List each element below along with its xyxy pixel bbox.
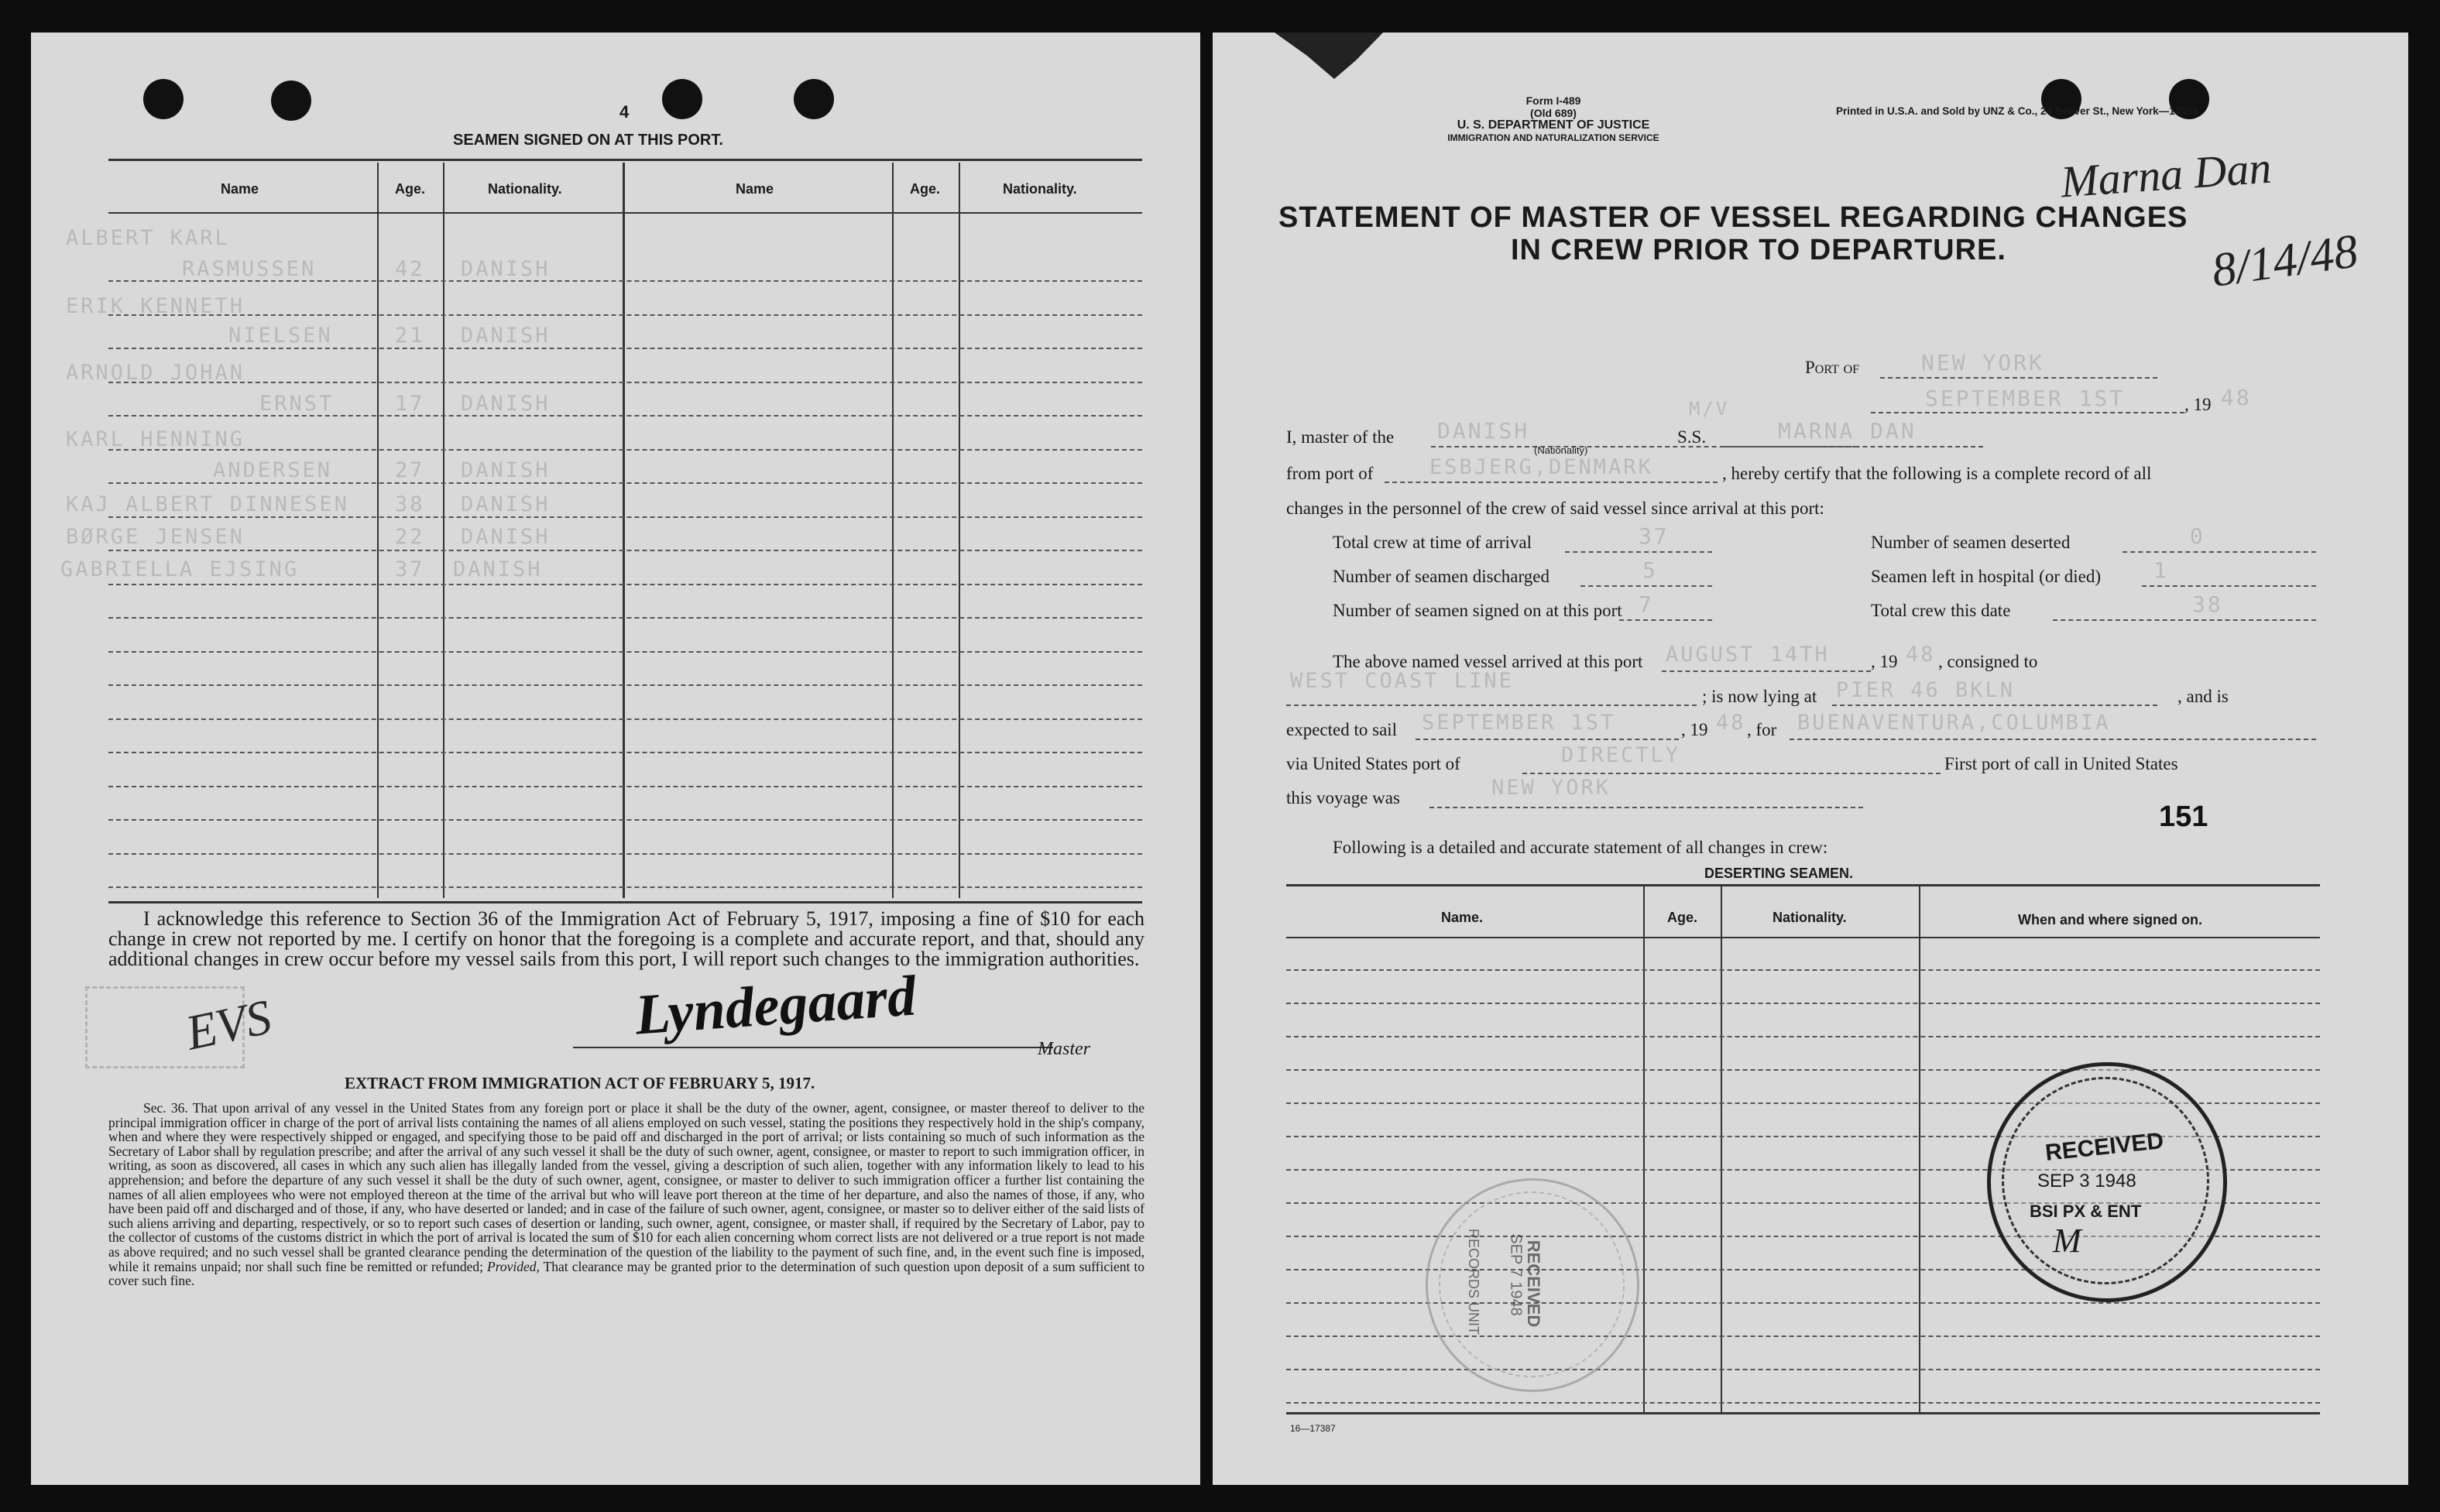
entry-name: RASMUSSEN xyxy=(182,257,317,281)
port-label: Port of xyxy=(1805,358,1860,377)
table-top-rule xyxy=(108,159,1142,161)
entry-name: KAJ ALBERT DINNESEN xyxy=(66,492,349,516)
punch-hole xyxy=(143,79,184,119)
entry-name: KARL HENNING xyxy=(66,427,245,451)
stat-label: Total crew at time of arrival xyxy=(1333,533,1532,552)
row-rule xyxy=(1286,1036,2320,1037)
year-19: , 19 xyxy=(1681,720,1708,739)
stat-label: Seamen left in hospital (or died) xyxy=(1871,567,2102,586)
row-rule xyxy=(1286,1369,2320,1370)
col-name: Name xyxy=(221,181,259,197)
row-rule xyxy=(108,584,1142,585)
punch-hole xyxy=(271,81,311,121)
arrived-value: AUGUST 14TH xyxy=(1666,643,1830,667)
entry-name: ARNOLD JOHAN xyxy=(66,361,245,385)
row-rule xyxy=(108,617,1142,619)
entry-age: 17 xyxy=(395,392,425,416)
row-rule xyxy=(1286,1402,2320,1404)
via-label: via United States port of xyxy=(1286,754,1460,773)
handwritten-date: 8/14/48 xyxy=(2208,225,2362,297)
from-port-value: ESBJERG,DENMARK xyxy=(1429,455,1653,479)
consigned-label: , consigned to xyxy=(1938,652,2038,671)
entry-name: BØRGE JENSEN xyxy=(66,525,245,549)
entry-age: 27 xyxy=(395,458,425,482)
torn-corner xyxy=(1275,33,1383,79)
col-age: Age. xyxy=(910,181,941,197)
number-stamp: 151 xyxy=(2159,801,2208,833)
row-rule xyxy=(108,382,1142,383)
from-port-label: from port of xyxy=(1286,464,1374,483)
section-36-text: Sec. 36. That upon arrival of any vessel in the United States from any foreign port or place it shall be the duty of the owner, agent, consignee, or master thereof to deliver to the principal immigration officer in charge of the port of arrival lists containing the names of all aliens employed on such vessel, stating the positions they respectively hold in the ship's company, when and where they were respectively shipped or engaged, and specifying those to be paid off and discharged in the port of arrival; or lists containing so much of such information as the Secretary of Labor shall by regulation prescribe; and after the arrival of any such vessel it shall be the duty of such owner, agent, consignee, or master to report to such immigration officer, in writing, as soon as discovered, all cases in which any such alien has illegally landed from the vessel, giving a description of such alien, together with any information likely to lead to his apprehension; and before the departure of any such vessel it shall be the duty of such owner, agent, consignee, or master to deliver to such immigration officer a further list containing the names of all alien employees who were not employed thereon at the time of the arrival but who will leave port thereon at the time of her departure, and also the names of those, if any, who have been paid off and discharged and of those, if any, who have deserted or landed; and in case of the failure of such owner, agent, consignee, or master so to deliver either of the said lists of such aliens arriving and departing, respectively, or so to report such cases of desertion or landing, such owner, agent, consignee, or master shall, if required by the Secretary of Labor, pay to the collector of customs of the customs district in which the port of arrival is located the sum of $10 for each alien concerning whom correct lists are not delivered or a true report is not made as above required; and no such vessel shall be granted clearance pending the determination of the question of the liability to the payment of such fine, and, in the event such fine is imposed, while it remains unpaid; nor shall such fine be remitted or refunded; Provided, That clearance may be granted prior to the determination of such question upon deposit of a sum sufficient to cover such fine. xyxy=(108,1100,1145,1289)
col-when-where: When and where signed on. xyxy=(2018,912,2203,927)
row-rule xyxy=(108,786,1142,787)
punch-hole xyxy=(662,79,702,119)
right-page xyxy=(1213,33,2408,1485)
entry-age: 21 xyxy=(395,324,425,348)
entry-nationality: DANISH xyxy=(461,324,551,348)
entry-age: 38 xyxy=(395,492,425,516)
sail-value: SEPTEMBER 1ST xyxy=(1422,711,1616,735)
entry-name: NIELSEN xyxy=(228,324,333,348)
for-label: , for xyxy=(1747,720,1777,739)
entry-nationality: DANISH xyxy=(461,525,551,549)
stat-value: 0 xyxy=(2190,523,2205,549)
and-is: , and is xyxy=(2177,687,2229,706)
row-rule xyxy=(108,449,1142,451)
entry-nationality: DANISH xyxy=(461,458,551,482)
form-header: Form I-489 (Old 689) U. S. DEPARTMENT OF JUSTICE IMMIGRATION AND NATURALIZATION SERVICE xyxy=(1447,94,1659,143)
row-rule xyxy=(108,651,1142,653)
form-title: IN CREW PRIOR TO DEPARTURE. xyxy=(1511,234,2006,266)
destination-value: BUENAVENTURA,COLUMBIA xyxy=(1797,711,2111,735)
table-bottom-rule xyxy=(108,901,1142,903)
received-stamp: RECEIVED SEP 3 1948 BSI PX & ENT M xyxy=(1987,1062,2227,1302)
entry-age: 42 xyxy=(395,257,425,281)
col-nationality: Nationality. xyxy=(1003,181,1077,197)
stat-label: Number of seamen deserted xyxy=(1871,533,2071,552)
col-age: Age. xyxy=(1667,910,1698,925)
row-rule xyxy=(108,886,1142,888)
col-nationality: Nationality. xyxy=(1773,910,1847,925)
row-rule xyxy=(1286,1069,2320,1071)
signature-line xyxy=(573,1047,1053,1048)
certify-text: changes in the personnel of the crew of said vessel since arrival at this port: xyxy=(1286,499,1824,518)
row-rule xyxy=(108,752,1142,753)
row-rule xyxy=(108,819,1142,821)
row-rule xyxy=(108,348,1142,349)
voyage-label: this voyage was xyxy=(1286,788,1400,807)
lying-label: ; is now lying at xyxy=(1702,687,1817,706)
page-number: 4 xyxy=(619,102,630,122)
stat-label: Number of seamen signed on at this port xyxy=(1333,601,1622,620)
consignee-value: WEST COAST LINE xyxy=(1290,669,1514,693)
entry-nationality: DANISH xyxy=(453,557,543,581)
following-text: Following is a detailed and accurate statement of all changes in crew: xyxy=(1333,838,1828,857)
deserting-title: DESERTING SEAMEN. xyxy=(1704,866,1854,881)
stat-value: 7 xyxy=(1639,591,1654,617)
extract-title: EXTRACT FROM IMMIGRATION ACT OF FEBRUARY 5, 1917. xyxy=(345,1074,815,1092)
stat-label: Number of seamen discharged xyxy=(1333,567,1549,586)
stat-value: 1 xyxy=(2153,557,2169,583)
entry-name: ERIK KENNETH xyxy=(66,294,245,318)
nationality-caption: (Nationality) xyxy=(1534,444,1588,456)
year-19: , 19 xyxy=(1871,652,1898,671)
row-rule xyxy=(108,718,1142,720)
col-name: Name xyxy=(736,181,774,197)
entry-name: ANDERSEN xyxy=(213,458,333,482)
row-rule xyxy=(108,550,1142,551)
acknowledgement-text: I acknowledge this reference to Section 36 of the Immigration Act of February 5, 1917, imposing a fine of $10 for each change in crew not reported by me. I certify on honor that the foregoing is a complete and accurate report, and that, should any additional changes in crew occur before my vessel sails from this port, I will report such changes to the immigration authorities. xyxy=(108,907,1145,970)
row-rule xyxy=(108,684,1142,686)
row-rule xyxy=(108,482,1142,484)
vessel-type: M/V xyxy=(1689,398,1730,420)
master-label: Master xyxy=(1038,1039,1090,1059)
year-value: 48 xyxy=(2221,385,2252,410)
row-rule xyxy=(108,314,1142,316)
via-value: DIRECTLY xyxy=(1561,743,1681,767)
punch-hole xyxy=(794,79,834,119)
form-title: STATEMENT OF MASTER OF VESSEL REGARDING CHANGES xyxy=(1278,201,2188,234)
sail-year: 48 xyxy=(1716,711,1746,735)
ss-label: S.S. xyxy=(1677,427,1707,447)
entry-nationality: DANISH xyxy=(461,392,551,416)
sail-label: expected to sail xyxy=(1286,720,1398,739)
year-prefix: , 19 xyxy=(2184,395,2212,414)
row-rule xyxy=(1286,1003,2320,1004)
records-stamp: RECEIVED SEP 7 1948 RECORDS UNIT xyxy=(1426,1178,1639,1392)
left-page xyxy=(31,33,1200,1485)
arrived-label: The above named vessel arrived at this port xyxy=(1333,652,1643,671)
stat-label: Total crew this date xyxy=(1871,601,2011,620)
entry-name: ERNST xyxy=(259,392,335,416)
handwritten-vessel: Marna Dan xyxy=(2059,142,2274,207)
printer-line: Printed in U.S.A. and Sold by UNZ & Co., 24 Beaver St., New York—14551 xyxy=(1836,105,2198,117)
table-header-rule xyxy=(108,212,1142,214)
section-title: SEAMEN SIGNED ON AT THIS PORT. xyxy=(453,132,723,149)
col-age: Age. xyxy=(395,181,426,197)
entry-name: ALBERT KARL xyxy=(66,226,230,250)
port-value: NEW YORK xyxy=(1921,350,2044,375)
stat-value: 37 xyxy=(1639,523,1670,549)
certify-text: , hereby certify that the following is a complete record of all xyxy=(1722,464,2152,483)
master-signature: Lyndegaard xyxy=(633,964,918,1047)
col-nationality: Nationality. xyxy=(488,181,562,197)
stat-value: 5 xyxy=(1642,557,1658,583)
col-name: Name. xyxy=(1441,910,1484,925)
row-rule xyxy=(108,853,1142,855)
entry-nationality: DANISH xyxy=(461,492,551,516)
date-value: SEPTEMBER 1ST xyxy=(1925,386,2126,411)
entry-age: 37 xyxy=(395,557,425,581)
nationality-value: DANISH xyxy=(1437,418,1530,444)
voyage-value: NEW YORK xyxy=(1491,776,1611,800)
vessel-name: MARNA DAN xyxy=(1778,418,1917,444)
master-of-label: I, master of the xyxy=(1286,427,1395,447)
entry-nationality: DANISH xyxy=(461,257,551,281)
lying-value: PIER 46 BKLN xyxy=(1836,678,2016,702)
footer-code: 16—17387 xyxy=(1290,1423,1336,1434)
arrived-year: 48 xyxy=(1906,643,1936,667)
entry-age: 22 xyxy=(395,525,425,549)
row-rule xyxy=(1286,969,2320,971)
initials: EVS xyxy=(180,989,276,1061)
stat-value: 38 xyxy=(2192,591,2223,617)
entry-name: GABRIELLA EJSING xyxy=(60,557,300,581)
first-port-label: First port of call in United States xyxy=(1944,754,2178,773)
